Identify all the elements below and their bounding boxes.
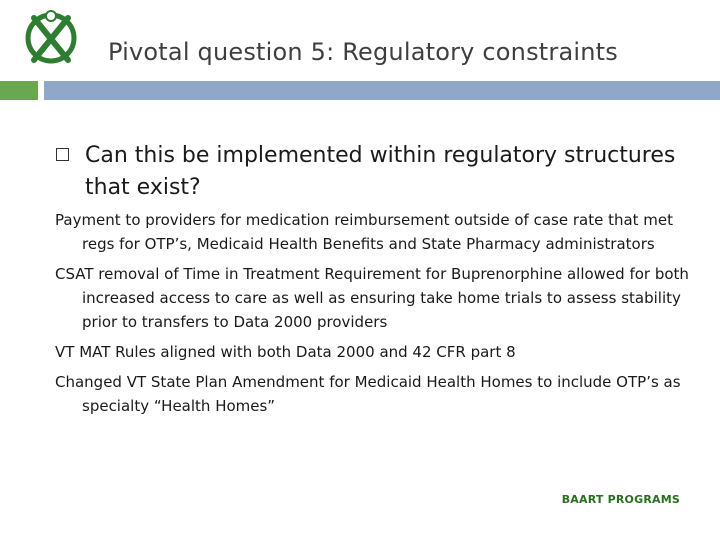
footer-brand: BAART PROGRAMS: [561, 493, 680, 506]
logo-icon: [16, 8, 86, 68]
paragraph-item: Payment to providers for medication reimbursement outside of case rate that met regs for OTP’s, Medicaid Health Benefits and State Pharmacy administrators: [55, 211, 674, 253]
main-bullet: [56, 140, 696, 204]
bullet-text: Can this be implemented within regulatory structures that exist?: [85, 143, 676, 200]
square-bullet-icon: [56, 148, 69, 161]
slide-title: Pivotal question 5: Regulatory constraints: [108, 38, 618, 66]
paragraph-item: VT MAT Rules aligned with both Data 2000 and 42 CFR part 8: [55, 343, 516, 361]
paragraph-list: [55, 208, 695, 424]
paragraph-item: Changed VT State Plan Amendment for Medicaid Health Homes to include OTP’s as specialty “Health Homes”: [55, 373, 681, 415]
header-accent-green: [0, 81, 38, 100]
paragraph-item: CSAT removal of Time in Treatment Requirement for Buprenorphine allowed for both increased access to care as well as ensuring take home trials to assess stability prior to transfers to Data 2000 providers: [55, 265, 689, 331]
header-accent-blue: [44, 81, 720, 100]
